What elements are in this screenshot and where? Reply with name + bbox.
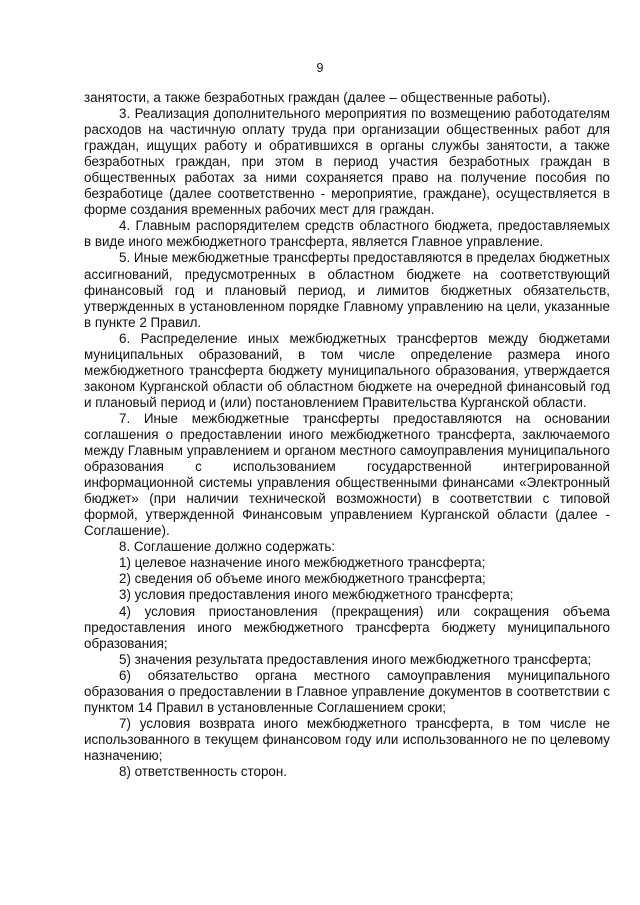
list-item-3: 3) условия предоставления иного межбюджетного трансферта; bbox=[119, 587, 514, 603]
paragraph-item-7: 7. Иные межбюджетные трансферты предоставляются на основании соглашения о предоставлении иного межбюджетного трансферта, заключаемого между Главным управлением и органом местного самоуправления муниципального образования с использованием государственной интегрированной информационной системы управления общественными финансами «Электронный бюджет» (при наличии технической возможности) в соответствии с типовой формой, утвержденной Финансовым управлением Курганской области (далее - Соглашение). bbox=[84, 410, 610, 539]
document-body bbox=[84, 90, 610, 780]
list-item-5: 5) значения результата предоставления иного межбюджетного трансферта; bbox=[119, 651, 592, 667]
paragraph-item-5: 5. Иные межбюджетные трансферты предоставляются в пределах бюджетных ассигнований, предусмотренных в областном бюджете на соответствующий финансовый год и плановый период, и лимитов бюджетных обязательств, утвержденных в установленном порядке Главному управлению на цели, указанные в пункте 2 Правил. bbox=[84, 250, 610, 330]
list-item-7: 7) условия возврата иного межбюджетного трансферта, в том числе не использованного в текущем финансовом году или использованного не по целевому назначению; bbox=[84, 715, 610, 763]
paragraph-item-4: 4. Главным распорядителем средств областного бюджета, предоставляемых в виде иного межбюджетного трансферта, является Главное управление. bbox=[84, 218, 610, 250]
paragraph-item-6: 6. Распределение иных межбюджетных трансфертов между бюджетами муниципальных образований, в том числе определение размера иного межбюджетного трансферта бюджету муниципального образования, утверждается законом Курганской области об областном бюджете на очередной финансовый год и плановый период и (или) постановлением Правительства Курганской области. bbox=[84, 330, 610, 410]
list-item-4: 4) условия приостановления (прекращения) или сокращения объема предоставления иного межбюджетного трансферта бюджету муниципального образования; bbox=[84, 603, 610, 651]
list-item-1: 1) целевое назначение иного межбюджетного трансферта; bbox=[119, 555, 486, 571]
list-item-2: 2) сведения об объеме иного межбюджетного трансферта; bbox=[119, 571, 486, 587]
paragraph-item-3: 3. Реализация дополнительного мероприятия по возмещению работодателям расходов на частичную оплату труда при организации общественных работ для граждан, ищущих работу и обратившихся в органы службы занятости, а также безработных граждан, при этом в период участия безработных граждан в общественных работах за ними сохраняется право на получение пособия по безработице (далее соответственно - мероприятие, граждане), осуществляется в форме создания временных рабочих мест для граждан. bbox=[84, 106, 610, 218]
paragraph-continuation: занятости, а также безработных граждан (далее – общественные работы). bbox=[84, 90, 551, 105]
page-number: 9 bbox=[316, 61, 324, 75]
list-item-8: 8) ответственность сторон. bbox=[119, 763, 287, 779]
list-item-6: 6) обязательство органа местного самоуправления муниципального образования о предоставлении в Главное управление документов в соответствии с пунктом 14 Правил в установленные Соглашением сроки; bbox=[84, 667, 610, 715]
paragraph-item-8: 8. Соглашение должно содержать: bbox=[119, 539, 336, 555]
